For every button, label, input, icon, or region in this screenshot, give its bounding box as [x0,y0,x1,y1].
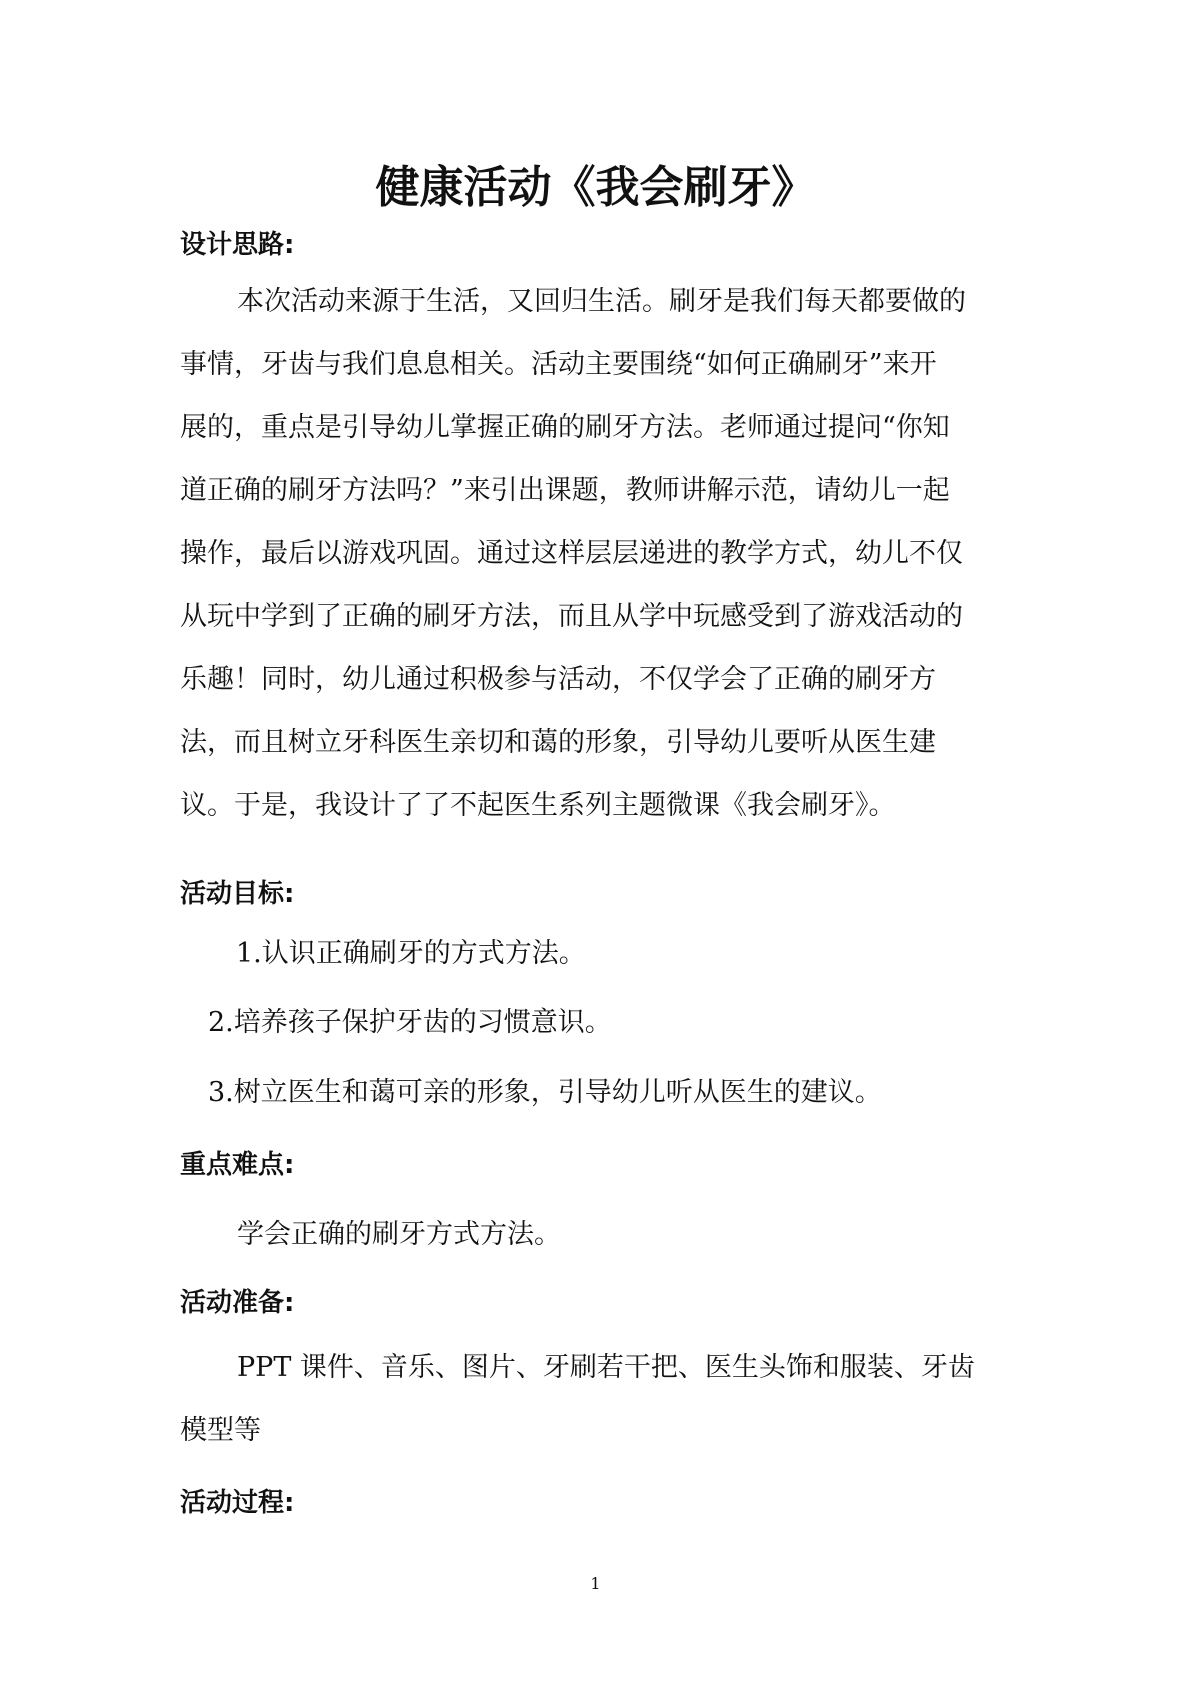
goal-item: 3.树立医生和蔼可亲的形象，引导幼儿听从医生的建议。 [208,1077,882,1108]
paragraph-line: 道正确的刷牙方法吗？”来引出课题，教师讲解示范，请幼儿一起 [180,475,950,506]
page-number: 1 [590,1574,601,1593]
paragraph-line: 模型等 [180,1415,261,1446]
paragraph-line: 本次活动来源于生活，又回归生活。刷牙是我们每天都要做的 [237,286,966,317]
paragraph-line: 事情，牙齿与我们息息相关。活动主要围绕“如何正确刷牙”来开 [180,349,937,380]
section-heading-design: 设计思路: [180,230,295,260]
section-heading-goals: 活动目标: [180,879,295,909]
paragraph-line: 乐趣！同时，幼儿通过积极参与活动，不仅学会了正确的刷牙方 [180,664,936,695]
section-heading-preparation: 活动准备: [180,1288,295,1318]
goal-item: 2.培养孩子保护牙齿的习惯意识。 [208,1007,612,1038]
section-heading-key-points: 重点难点: [180,1150,295,1180]
section-heading-process: 活动过程: [180,1488,295,1518]
goal-item: 1.认识正确刷牙的方式方法。 [236,938,586,969]
paragraph-line: 展的，重点是引导幼儿掌握正确的刷牙方法。老师通过提问“你知 [180,412,950,443]
paragraph-line: 操作，最后以游戏巩固。通过这样层层递进的教学方式，幼儿不仅 [180,538,963,569]
paragraph-line: 法，而且树立牙科医生亲切和蔼的形象，引导幼儿要听从医生建 [180,727,936,758]
document-title: 健康活动《我会刷牙》 [375,162,816,213]
paragraph-line: 议。于是，我设计了了不起医生系列主题微课《我会刷牙》。 [180,790,896,821]
paragraph-line: 从玩中学到了正确的刷牙方法，而且从学中玩感受到了游戏活动的 [180,601,963,632]
design-paragraph [180,270,1010,837]
paragraph-line: PPT 课件、音乐、图片、牙刷若干把、医生头饰和服装、牙齿 [237,1352,975,1383]
preparation-paragraph [180,1336,1010,1462]
key-points-text: 学会正确的刷牙方式方法。 [237,1219,561,1250]
